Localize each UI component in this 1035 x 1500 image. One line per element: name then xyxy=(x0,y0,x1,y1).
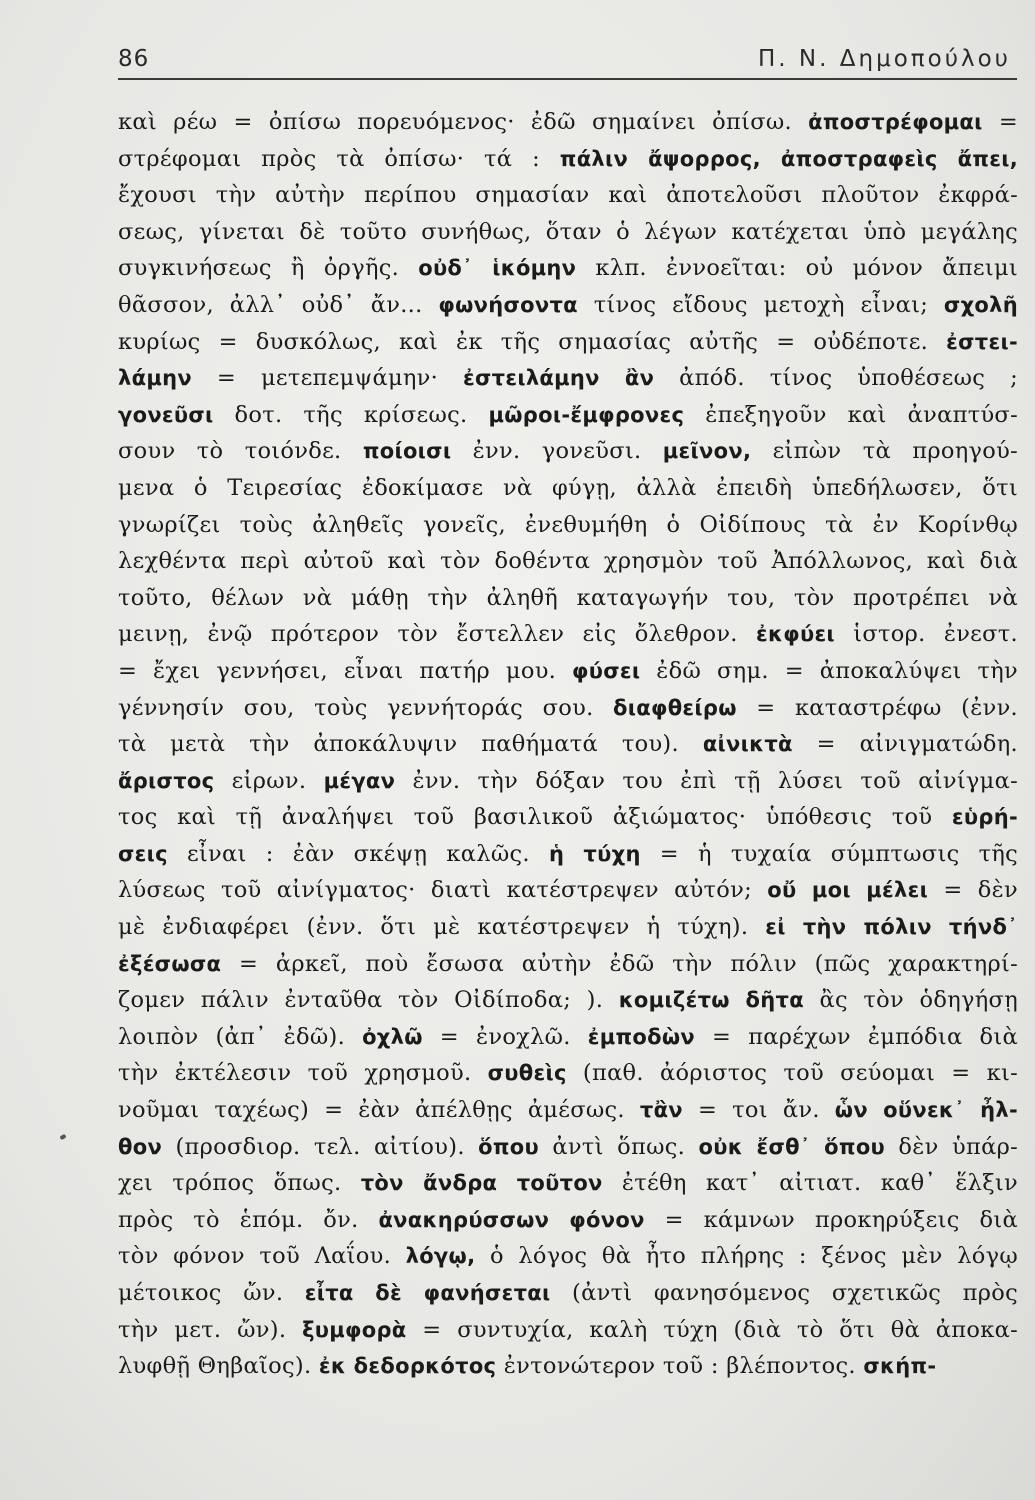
text-line xyxy=(118,946,1018,983)
gloss-text: = κάμνων προκηρύξεις διὰ xyxy=(644,1206,1018,1233)
gloss-text: θᾶσσον, ἀλλ᾽ οὐδ᾽ ἄν... xyxy=(118,291,439,318)
lemma-term: οὔ μοι μέλει xyxy=(767,878,929,903)
lemma-term: οὐκ ἔσθ᾽ ὅπου xyxy=(698,1134,886,1159)
text-line xyxy=(118,433,1018,470)
lemma-term: σεις xyxy=(118,841,168,866)
lemma-term: σχολῆ xyxy=(943,292,1018,317)
gloss-text: = ἀρκεῖ, ποὺ ἔσωσα αὐτὴν ἐδῶ τὴν πόλιν (πῶς χαρακτηρί- xyxy=(221,950,1018,977)
lemma-term: γονεῦσι xyxy=(118,402,214,427)
lemma-term: τἂν xyxy=(639,1098,683,1123)
gloss-text: λυφθῇ Θηβαῖος). xyxy=(118,1353,319,1380)
gloss-text: τὰ μετὰ τὴν ἀποκάλυψιν παθήματά του). xyxy=(118,731,703,758)
text-line xyxy=(118,1348,1018,1385)
lemma-term: ἡ τύχη xyxy=(548,841,641,866)
lemma-term: εὑρή- xyxy=(951,805,1018,830)
text-line xyxy=(118,250,1018,287)
gloss-text: τὴν ἐκτέλεσιν τοῦ χρησμοῦ. xyxy=(118,1060,488,1087)
text-line xyxy=(118,982,1018,1019)
text-line xyxy=(118,360,1018,397)
gloss-text: τὸν φόνον τοῦ Λαΐου. xyxy=(118,1243,406,1270)
gloss-text: λύσεως τοῦ αἰνίγματος· διατὶ κατέστρεψεν αὐτόν; xyxy=(118,877,768,904)
text-line xyxy=(118,1312,1018,1349)
lemma-term: ὅπου xyxy=(478,1134,540,1159)
gloss-text: ὁ λόγος θὰ ἦτο πλήρης : ξένος μὲν λόγῳ xyxy=(475,1243,1018,1270)
lemma-term: ἐξέσωσα xyxy=(118,951,222,976)
lemma-term: ἐκ δεδορκότος xyxy=(318,1354,497,1379)
text-line xyxy=(118,1092,1018,1129)
gloss-text: (παθ. ἀόριστος τοῦ σεύομαι = κι- xyxy=(566,1060,1018,1087)
text-line xyxy=(118,726,1018,763)
text-line xyxy=(118,653,1018,690)
gloss-text: ἱστορ. ἐνεστ. xyxy=(834,621,1018,648)
gloss-text: σουν τὸ τοιόνδε. xyxy=(118,438,363,465)
gloss-text: ζομεν πάλιν ἐνταῦθα τὸν Οἰδίποδα; ). xyxy=(118,987,619,1014)
lemma-term: οὐδ᾽ ἱκόμην xyxy=(418,256,577,281)
text-line xyxy=(118,324,1018,361)
gloss-text: = μετεπεμψάμην· xyxy=(191,365,464,392)
gloss-text: (ἀντὶ φανησόμενος σχετικῶς πρὸς xyxy=(550,1280,1018,1306)
gloss-text: τοῦτο, θέλων νὰ μάθῃ τὴν ἀληθῆ καταγωγήν του, τὸν προτρέπει νὰ xyxy=(118,584,1018,611)
text-line xyxy=(118,909,1018,946)
gloss-text: καὶ ρέω = ὀπίσω πορευόμενος· ἐδῶ σημαίνει ὀπίσω. xyxy=(118,109,809,135)
gloss-text: μενα ὁ Τειρεσίας ἐδοκίμασε νὰ φύγῃ, ἀλλὰ ἐπειδὴ ὑπεδήλωσεν, ὅτι xyxy=(118,474,1018,501)
gloss-text: ἐδῶ σημ. = ἀποκαλύψει τὴν xyxy=(640,657,1018,684)
page-header xyxy=(118,42,1017,82)
lemma-term: αἰνικτὰ xyxy=(702,732,793,757)
lemma-term: ἐστει- xyxy=(946,329,1018,354)
gloss-text: τίνος εἴδους μετοχὴ εἶναι; xyxy=(577,291,944,318)
gloss-text: γέννησίν σου, τοὺς γεννήτοράς σου. xyxy=(118,694,614,721)
text-line xyxy=(118,799,1018,836)
text-line xyxy=(118,1019,1018,1056)
gloss-text: σεως, γίνεται δὲ τοῦτο συνήθως, ὅταν ὁ λέγων κατέχεται ὑπὸ μεγάλης xyxy=(118,218,1018,245)
gloss-text: κλπ. ἐννοεῖται: οὐ μόνον ἄπειμι xyxy=(576,255,1018,282)
gloss-text: ἐντονώτερον τοῦ : βλέποντος. xyxy=(496,1353,864,1380)
text-line xyxy=(118,1202,1018,1239)
lemma-term: ξυμφορὰ xyxy=(302,1317,407,1342)
header-rule xyxy=(118,78,1017,80)
lemma-term: ἀνακηρύσσων φόνον xyxy=(378,1207,645,1232)
gloss-text: λεχθέντα περὶ αὐτοῦ καὶ τὸν δοθέντα χρησμὸν τοῦ Ἀπόλλωνος, καὶ διὰ xyxy=(118,548,1018,575)
lemma-term: ἐμποδὼν xyxy=(587,1024,696,1049)
gloss-text: ἂς τὸν ὁδηγήσῃ xyxy=(803,987,1018,1014)
text-line xyxy=(118,177,1018,214)
gloss-text: ἐπεξηγοῦν καὶ ἀναπτύσ- xyxy=(684,401,1018,428)
gloss-text: = καταστρέφω (ἐνν. xyxy=(736,694,1018,721)
gloss-text: = ἔχει γεννήσει, εἶναι πατήρ μου. xyxy=(118,657,573,684)
text-line xyxy=(118,470,1018,507)
gloss-text: ἀντὶ ὅπως. xyxy=(539,1133,699,1160)
text-line xyxy=(118,690,1018,727)
gloss-text: εἰπὼν τὰ προηγού- xyxy=(751,438,1018,465)
running-head: Π. Ν. Δημοπούλου xyxy=(758,46,1011,72)
lemma-term: φωνήσοντα xyxy=(438,292,578,317)
text-line xyxy=(118,836,1018,873)
gloss-text: τὴν μετ. ὤν). xyxy=(118,1316,303,1343)
page-number: 86 xyxy=(118,46,150,72)
gloss-text: μέτοικος ὤν. xyxy=(118,1280,305,1306)
gloss-text: = xyxy=(982,109,1018,135)
text-line xyxy=(118,214,1018,251)
gloss-text: = τοι ἄν. xyxy=(682,1097,835,1124)
gloss-text: = παρέχων ἐμπόδια διὰ xyxy=(695,1023,1018,1050)
lemma-term: σκήπ- xyxy=(863,1354,937,1379)
gloss-text: στρέφομαι πρὸς τὰ ὀπίσω· τά : xyxy=(118,145,560,172)
gloss-text: = ἡ τυχαία σύμπτωσις τῆς xyxy=(640,840,1018,867)
gloss-text: ἐνν. γονεῦσι. xyxy=(451,438,663,465)
gloss-text: τος καὶ τῇ ἀναλήψει τοῦ βασιλικοῦ ἀξιώματος· ὑπόθεσις τοῦ xyxy=(118,804,952,831)
lemma-term: λάμην xyxy=(118,366,192,391)
text-line xyxy=(118,104,1018,141)
lemma-term: ὧν οὕνεκ᾽ ἦλ- xyxy=(834,1098,1018,1123)
gloss-text: πρὸς τὸ ἑπόμ. ὄν. xyxy=(118,1206,379,1233)
text-line xyxy=(118,507,1018,544)
margin-speck xyxy=(59,1134,66,1140)
gloss-text: γνωρίζει τοὺς ἀληθεῖς γονεῖς, ἐνεθυμήθη ὁ Οἰδίπους τὰ ἐν Κορίνθῳ xyxy=(118,511,1018,538)
lemma-term: μεῖνον, xyxy=(662,439,752,464)
gloss-text: ἐνν. τὴν δόξαν του ἐπὶ τῇ λύσει τοῦ αἰνίγμα- xyxy=(395,767,1018,794)
gloss-text: δοτ. τῆς κρίσεως. xyxy=(213,401,489,428)
lemma-term: ἐκφύει xyxy=(756,622,835,647)
text-line xyxy=(118,397,1018,434)
text-line xyxy=(118,1055,1018,1092)
text-line xyxy=(118,287,1018,324)
lemma-term: συθεὶς xyxy=(487,1061,567,1086)
lemma-term: θον xyxy=(118,1134,163,1159)
gloss-text: (προσδιορ. τελ. αἰτίου). xyxy=(162,1133,479,1160)
lemma-term: ἀποστρέφομαι xyxy=(808,110,983,134)
lemma-term: ἐστειλάμην ἂν xyxy=(463,366,655,391)
gloss-text: = δὲν xyxy=(928,877,1018,904)
gloss-text: ἐτέθη κατ᾽ αἰτιατ. καθ᾽ ἕλξιν xyxy=(602,1170,1018,1197)
text-line xyxy=(118,141,1018,178)
lemma-term: ποίοισι xyxy=(362,439,452,464)
gloss-text: = αἰνιγματώδη. xyxy=(792,731,1018,758)
lemma-term: ἄριστος xyxy=(118,768,215,793)
lemma-term: λόγῳ, xyxy=(405,1244,476,1269)
gloss-text: κυρίως = δυσκόλως, καὶ ἐκ τῆς σημασίας αὐτῆς = οὐδέποτε. xyxy=(118,328,947,355)
text-line xyxy=(118,1275,1018,1312)
gloss-text: μὲ ἐνδιαφέρει (ἐνν. ὅτι μὲ κατέστρεψεν ἡ τύχη). xyxy=(118,914,766,941)
text-line xyxy=(118,1238,1018,1275)
lemma-term: τὸν ἄνδρα τοῦτον xyxy=(360,1171,603,1196)
text-line xyxy=(118,1165,1018,1202)
lemma-term: εἰ τὴν πόλιν τήνδ᾽ xyxy=(765,915,1018,940)
lemma-term: πάλιν ἄψορρος, ἀποστραφεὶς ἄπει, xyxy=(559,146,1018,171)
gloss-text: = συντυχία, καλὴ τύχη (διὰ τὸ ὅτι θὰ ἀποκα- xyxy=(406,1316,1018,1343)
gloss-text: μεινῃ, ἐνῷ πρότερον τὸν ἔστελλεν εἰς ὄλεθρον. xyxy=(118,621,757,648)
lemma-term: κομιζέτω δῆτα xyxy=(618,988,804,1013)
lemma-term: ὀχλῶ xyxy=(362,1024,423,1049)
lemma-term: εἶτα δὲ φανήσεται xyxy=(304,1281,551,1305)
gloss-text: νοῦμαι ταχέως) = ἐὰν ἀπέλθῃς ἀμέσως. xyxy=(118,1097,640,1124)
text-line xyxy=(118,616,1018,653)
gloss-text: ἔχουσι τὴν αὐτὴν περίπου σημασίαν καὶ ἀποτελοῦσι πλοῦτον ἐκφρά- xyxy=(118,182,1018,209)
gloss-text: συγκινήσεως ἢ ὀργῆς. xyxy=(118,255,419,282)
gloss-text: χει τρόπος ὅπως. xyxy=(118,1170,361,1197)
text-line xyxy=(118,1129,1018,1166)
lemma-term: διαφθείρω xyxy=(613,695,737,720)
commentary-text xyxy=(118,104,1018,1385)
gloss-text: δὲν ὑπάρ- xyxy=(885,1133,1018,1160)
gloss-text: εἰρων. xyxy=(214,767,324,794)
lemma-term: μέγαν xyxy=(323,768,396,793)
lemma-term: φύσει xyxy=(572,658,641,683)
text-line xyxy=(118,580,1018,617)
text-line xyxy=(118,763,1018,800)
lemma-term: μῶροι-ἔμφρονες xyxy=(488,402,685,427)
text-line xyxy=(118,543,1018,580)
gloss-text: ἀπόδ. τίνος ὑποθέσεως ; xyxy=(654,365,1018,392)
text-line xyxy=(118,872,1018,909)
gloss-text: λοιπὸν (ἀπ᾽ ἐδῶ). xyxy=(118,1023,363,1050)
gloss-text: εἶναι : ἐὰν σκέψῃ καλῶς. xyxy=(167,840,549,867)
gloss-text: = ἐνοχλῶ. xyxy=(422,1023,588,1050)
